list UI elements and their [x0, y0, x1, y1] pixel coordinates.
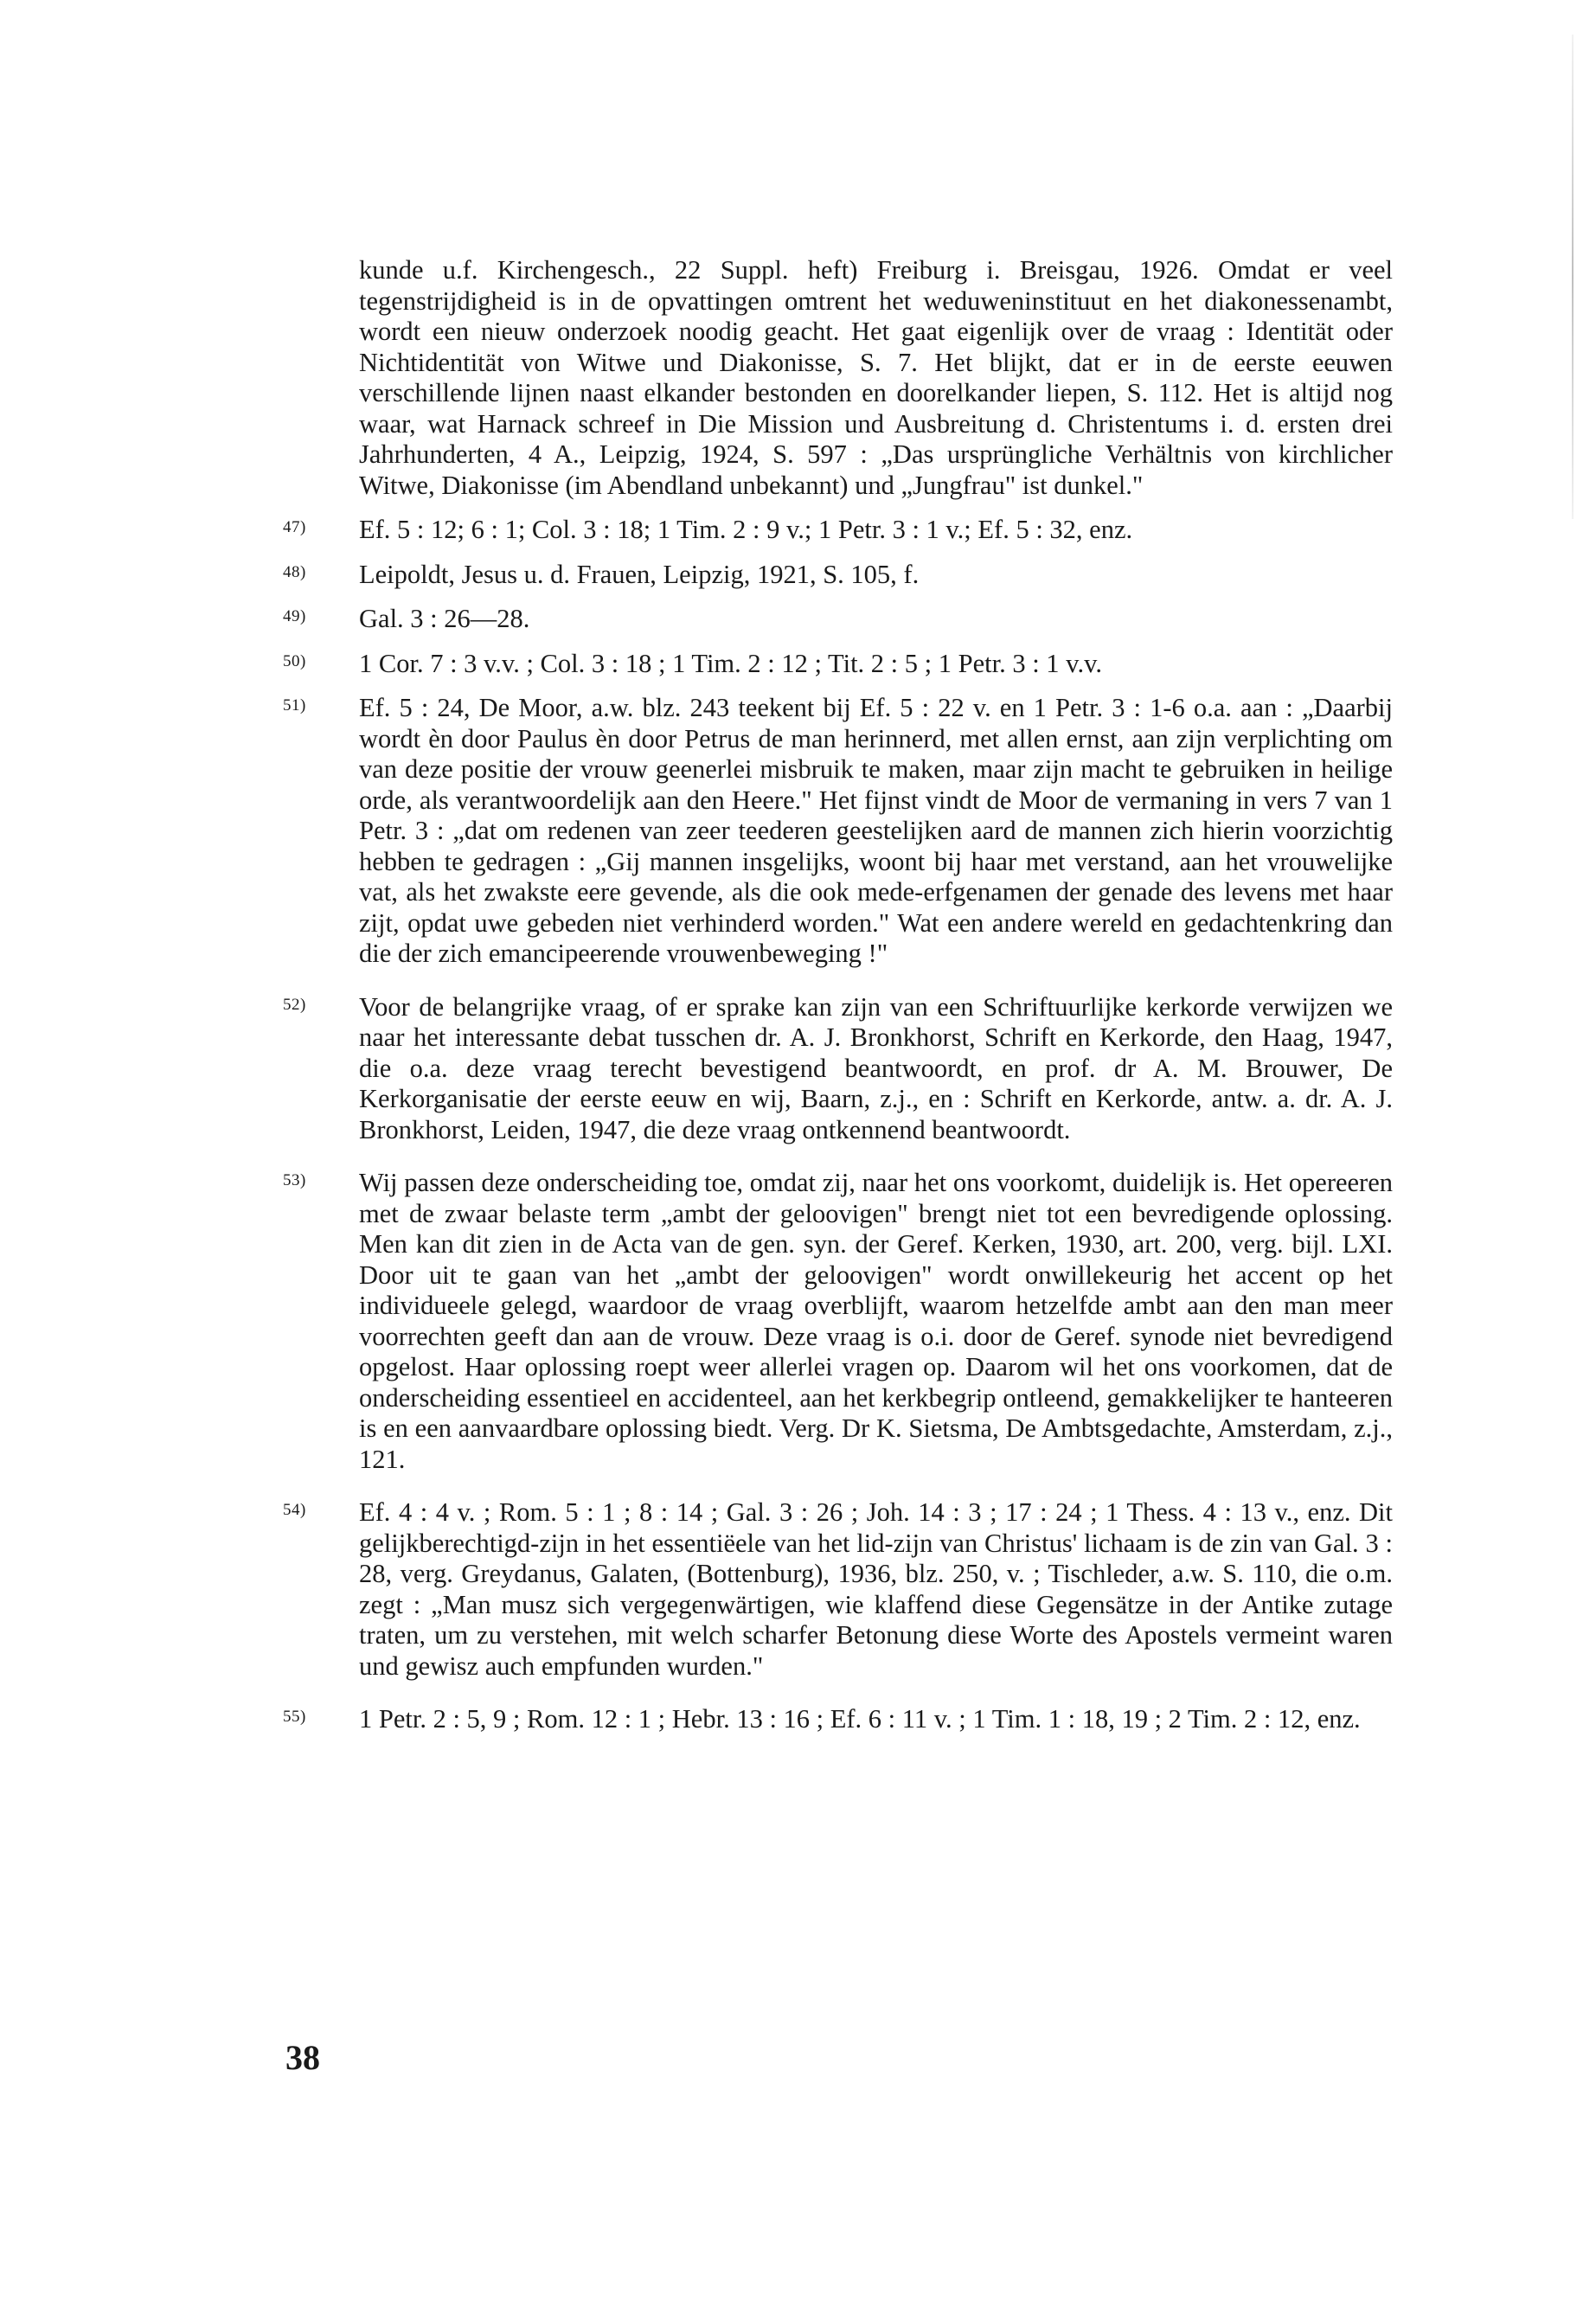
footnote-53	[283, 1168, 1393, 1475]
footnote-number: 54)	[283, 1501, 306, 1519]
footnote-text: Ef. 5 : 12; 6 : 1; Col. 3 : 18; 1 Tim. 2 : 9 v.; 1 Petr. 3 : 1 v.; Ef. 5 : 32, enz.	[359, 515, 1133, 544]
footnotes-block	[283, 255, 1393, 1749]
footnote-number: 55)	[283, 1708, 306, 1726]
footnote-text: Ef. 4 : 4 v. ; Rom. 5 : 1 ; 8 : 14 ; Gal. 3 : 26 ; Joh. 14 : 3 ; 17 : 24 ; 1 Thess. 4 : 13 v., enz. Dit gelijkberechtigd-zijn in het essentiëele van het lid-zijn van Christus' lichaam is de zin van Gal. 3 : 28, verg. Greydanus, Galaten, (Bottenburg), 1936, blz. 250, v. ; Tischleder, a.w. S. 110, die o.m. zegt : „Man musz sich vergegenwärtigen, wie klaffend diese Gegensätze in der Antike zutage traten, um zu verstehen, mit welch scharfer Betonung diese Worte des Apostels vermeint waren und gewisz auch empfunden wurden."	[359, 1497, 1393, 1681]
footnote-text: Voor de belangrijke vraag, of er sprake kan zijn van een Schriftuurlijke kerkorde verwijzen we naar het interessante debat tusschen dr. A. J. Bronkhorst, Schrift en Kerkorde, den Haag, 1947, die o.a. deze vraag terecht bevestigend beantwoordt, en prof. dr A. M. Brouwer, De Kerkorganisatie der eerste eeuw en wij, Baarn, z.j., en : Schrift en Kerkorde, antw. a. dr. A. J. Bronkhorst, Leiden, 1947, die deze vraag ontkennend beantwoordt.	[359, 991, 1393, 1144]
footnote-text: Wij passen deze onderscheiding toe, omdat zij, naar het ons voorkomt, duidelijk is. Het opereeren met de zwaar belaste term „ambt der geloovigen" brengt niet tot een bevredigende oplossing. Men kan dit zien in de Acta van de gen. syn. der Geref. Kerken, 1930, art. 200, verg. bijl. LXI. Door uit te gaan van het „ambt der geloovigen" wordt onwillekeurig het accent op het individueele gelegd, waardoor de vraag overblijft, waarom hetzelfde ambt aan den man meer voorrechten geeft dan aan de vrouw. Deze vraag is o.i. door de Geref. synode niet bevredigend opgelost. Haar oplossing roept weer allerlei vragen op. Daarom wil het ons voorkomen, dat de onderscheiding essentieel en accidenteel, aan het kerkbegrip ontleend, gemakkelijker te hanteeren is en een aanvaardbare oplossing biedt. Verg. Dr K. Sietsma, De Ambtsgedachte, Amsterdam, z.j., 121.	[359, 1168, 1393, 1474]
footnote-text: Leipoldt, Jesus u. d. Frauen, Leipzig, 1921, S. 105, f.	[359, 559, 920, 589]
scan-edge-shadow	[1572, 35, 1574, 519]
footnote-48	[283, 559, 1393, 591]
footnote-number: 49)	[283, 607, 306, 625]
intro-paragraph: kunde u.f. Kirchengesch., 22 Suppl. heft) Freiburg i. Breisgau, 1926. Omdat er veel tegenstrijdigheid is in de opvattingen omtrent het weduweninstituut en het diakonessenambt, wordt een nieuw onderzoek noodig geacht. Het gaat eigenlijk over de vraag : Identität oder Nichtidentität von Witwe und Diakonisse, S. 7. Het blijkt, dat er in de eerste eeuwen verschillende lijnen naast elkander bestonden en doorelkander liepen, S. 112. Het is altijd nog waar, wat Harnack schreef in Die Mission und Ausbreitung d. Christentums i. d. ersten drei Jahrhunderten, 4 A., Leipzig, 1924, S. 597 : „Das ursprüngliche Verhältnis von kirchlicher Witwe, Diakonisse (im Abendland unbekannt) und „Jungfrau" ist dunkel."	[359, 255, 1393, 500]
footnote-number: 47)	[283, 518, 306, 536]
footnote-number: 50)	[283, 651, 306, 670]
footnote-49	[283, 604, 1393, 635]
footnote-50	[283, 648, 1393, 680]
footnote-text: 1 Cor. 7 : 3 v.v. ; Col. 3 : 18 ; 1 Tim. 2 : 12 ; Tit. 2 : 5 ; 1 Petr. 3 : 1 v.v.	[359, 648, 1102, 678]
footnote-text: Ef. 5 : 24, De Moor, a.w. blz. 243 teekent bij Ef. 5 : 22 v. en 1 Petr. 3 : 1-6 o.a. aan : „Daarbij wordt èn door Paulus èn door Petrus de man herinnerd, met allen ernst, aan zijn verplichting om van deze positie der vrouw geenerlei misbruik te maken, maar zijn macht te gebruiken in heilige orde, als verantwoordelijk aan den Heere." Het fijnst vindt de Moor de vermaning in vers 7 van 1 Petr. 3 : „dat om redenen van zeer teederen geestelijken aard de mannen zich hierin voorzichtig hebben te gedragen : „Gij mannen insgelijks, woont bij haar met verstand, aan het vrouwelijke vat, als het zwakste eere gevende, als die ook mede-erfgenamen der genade des levens met haar zijt, opdat uwe gebeden niet verhinderd worden." Wat een andere wereld en gedachtenkring dan die der zich emancipeerende vrouwenbeweging !"	[359, 693, 1393, 968]
footnote-text: Gal. 3 : 26—28.	[359, 604, 530, 633]
footnote-number: 52)	[283, 995, 306, 1014]
footnote-number: 51)	[283, 696, 306, 715]
footnote-number: 53)	[283, 1171, 306, 1189]
footnote-54	[283, 1497, 1393, 1682]
page-number: 38	[285, 2038, 320, 2077]
footnote-number: 48)	[283, 562, 306, 581]
footnote-text: 1 Petr. 2 : 5, 9 ; Rom. 12 : 1 ; Hebr. 13 : 16 ; Ef. 6 : 11 v. ; 1 Tim. 1 : 18, 19 ; 2 Tim. 2 : 12, enz.	[359, 1704, 1361, 1734]
footnote-55	[283, 1704, 1393, 1735]
footnote-51	[283, 693, 1393, 970]
footnote-47	[283, 515, 1393, 546]
footnote-52	[283, 991, 1393, 1146]
